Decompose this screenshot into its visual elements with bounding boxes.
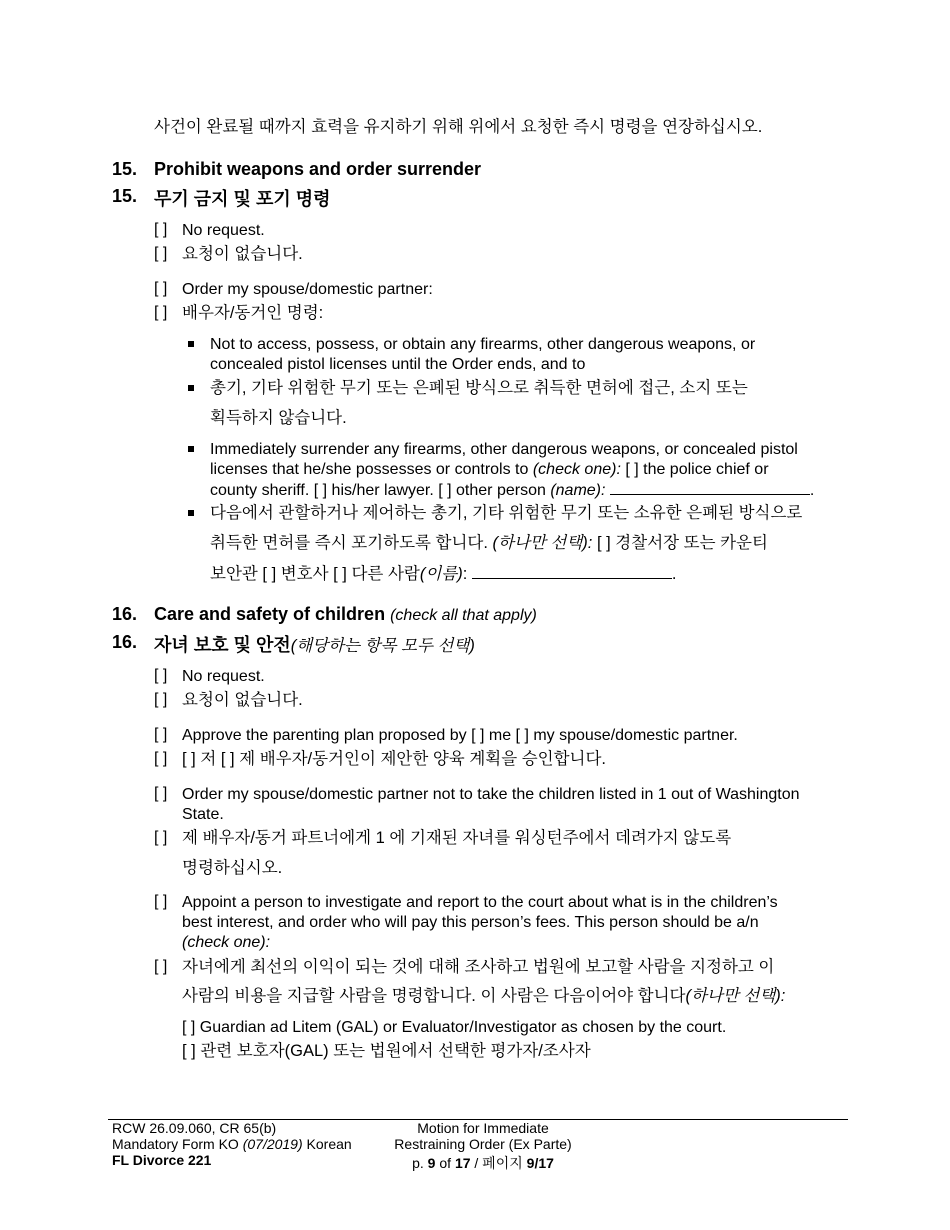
s15-no-request-checkbox[interactable]: [ ] <box>154 221 168 238</box>
footer-title-2: Restraining Order (Ex Parte) <box>394 1136 572 1152</box>
s16-notake-checkbox-ko[interactable]: [ ] <box>154 829 168 846</box>
s16-approve-ko: [ ] 저 [ ] 제 배우자/동거인이 제안한 양육 계획을 승인합니다. <box>182 750 607 768</box>
bullet-icon <box>188 341 194 347</box>
footer-form-id: FL Divorce 221 <box>112 1152 212 1168</box>
name-blank-en[interactable] <box>610 480 810 495</box>
s16-no-request-checkbox[interactable]: [ ] <box>154 667 168 684</box>
b2-ko-line1: 다음에서 관할하거나 제어하는 총기, 기타 위험한 무기 또는 소유한 은폐된 방식으로 <box>210 504 803 522</box>
s16-notake-en-line2: State. <box>182 806 224 823</box>
s16-appoint-en-line1: Appoint a person to investigate and report to the court about what is in the children’s <box>182 894 778 911</box>
b2-ko-line2: 취득한 면허를 즉시 포기하도록 합니다. (하나만 선택): [ ] 경찰서장 또는 카운티 <box>210 534 768 552</box>
b2-en-line1: Immediately surrender any firearms, other dangerous weapons, or concealed pistol <box>210 441 798 458</box>
s16-notake-en-line1: Order my spouse/domestic partner not to take the children listed in 1 out of Washington <box>182 786 800 803</box>
s16-appoint-ko-line2: 사람의 비용을 지급할 사람을 명령합니다. 이 사람은 다음이어야 합니다(하나만 선택): <box>182 987 786 1005</box>
s16-notake-checkbox[interactable]: [ ] <box>154 785 168 802</box>
s15-order-checkbox-ko[interactable]: [ ] <box>154 304 168 321</box>
section-16-number: 16. <box>112 604 138 624</box>
s16-approve-checkbox[interactable]: [ ] <box>154 726 168 743</box>
b1-en-line2: concealed pistol licenses until the Order ends, and to <box>210 356 586 373</box>
footer-title-1: Motion for Immediate <box>417 1120 549 1136</box>
s15-order-ko: 배우자/동거인 명령: <box>182 304 324 322</box>
footer-rcw: RCW 26.09.060, CR 65(b) <box>112 1120 277 1136</box>
footer-page-number: p. 9 of 17 / 페이지 9/17 <box>412 1155 554 1171</box>
b2-en-line3: county sheriff. [ ] his/her lawyer. [ ] other person (name): . <box>210 482 815 499</box>
s15-no-request-en: No request. <box>182 222 265 239</box>
s16-no-request-en: No request. <box>182 668 265 685</box>
b1-ko-line2: 획득하지 않습니다. <box>210 409 347 427</box>
s16-notake-ko-line1: 제 배우자/동거 파트너에게 1 에 기재된 자녀를 워싱턴주에서 데려가지 않도록 <box>182 829 732 847</box>
bullet-icon <box>188 385 194 391</box>
s16-notake-ko-line2: 명령하십시오. <box>182 859 283 877</box>
gal-option-en[interactable]: [ ] Guardian ad Litem (GAL) or Evaluator/Investigator as chosen by the court. <box>182 1019 727 1036</box>
s16-no-request-ko: 요청이 없습니다. <box>182 691 303 709</box>
s16-approve-checkbox-ko[interactable]: [ ] <box>154 750 168 767</box>
s15-order-checkbox[interactable]: [ ] <box>154 280 168 297</box>
gal-option-ko[interactable]: [ ] 관련 보호자(GAL) 또는 법원에서 선택한 평가자/조사자 <box>182 1042 591 1060</box>
section-15-title-ko: 무기 금지 및 포기 명령 <box>154 189 331 209</box>
s16-appoint-checkbox[interactable]: [ ] <box>154 893 168 910</box>
section-16-title-ko: 자녀 보호 및 안전(해당하는 항목 모두 선택) <box>154 635 475 655</box>
section-15-title-en: Prohibit weapons and order surrender <box>154 159 482 179</box>
s16-appoint-checkbox-ko[interactable]: [ ] <box>154 958 168 975</box>
name-blank-ko[interactable] <box>472 564 672 579</box>
s15-order-en: Order my spouse/domestic partner: <box>182 281 433 298</box>
section-16-title-en: Care and safety of children (check all that apply) <box>154 604 537 624</box>
b1-ko-line1: 총기, 기타 위험한 무기 또는 은폐된 방식으로 취득한 면허에 접근, 소지 또는 <box>210 379 748 397</box>
s16-appoint-ko-line1: 자녀에게 최선의 이익이 되는 것에 대해 조사하고 법원에 보고할 사람을 지정하고 이 <box>182 958 775 976</box>
b1-en-line1: Not to access, possess, or obtain any firearms, other dangerous weapons, or <box>210 336 756 353</box>
section-15-number: 15. <box>112 159 138 179</box>
s16-appoint-en-line2: best interest, and order who will pay this person’s fees. This person should be a/n <box>182 914 759 931</box>
footer-form: Mandatory Form KO (07/2019) Korean <box>112 1136 352 1152</box>
bullet-icon <box>188 510 194 516</box>
s15-no-request-ko: 요청이 없습니다. <box>182 245 303 263</box>
section-15-number-ko: 15. <box>112 186 138 206</box>
b2-en-line2: licenses that he/she possesses or controls to (check one): [ ] the police chief or <box>210 461 769 478</box>
bullet-icon <box>188 446 194 452</box>
b2-ko-line3: 보안관 [ ] 변호사 [ ] 다른 사람(이름): . <box>210 565 677 583</box>
s16-no-request-checkbox-ko[interactable]: [ ] <box>154 691 168 708</box>
section-16-number-ko: 16. <box>112 632 138 652</box>
s16-appoint-en-line3: (check one): <box>182 934 271 951</box>
s15-no-request-checkbox-ko[interactable]: [ ] <box>154 245 168 262</box>
s16-approve-en: Approve the parenting plan proposed by [ ] me [ ] my spouse/domestic partner. <box>182 727 738 744</box>
intro-text: 사건이 완료될 때까지 효력을 유지하기 위해 위에서 요청한 즉시 명령을 연장하십시오. <box>154 118 763 136</box>
